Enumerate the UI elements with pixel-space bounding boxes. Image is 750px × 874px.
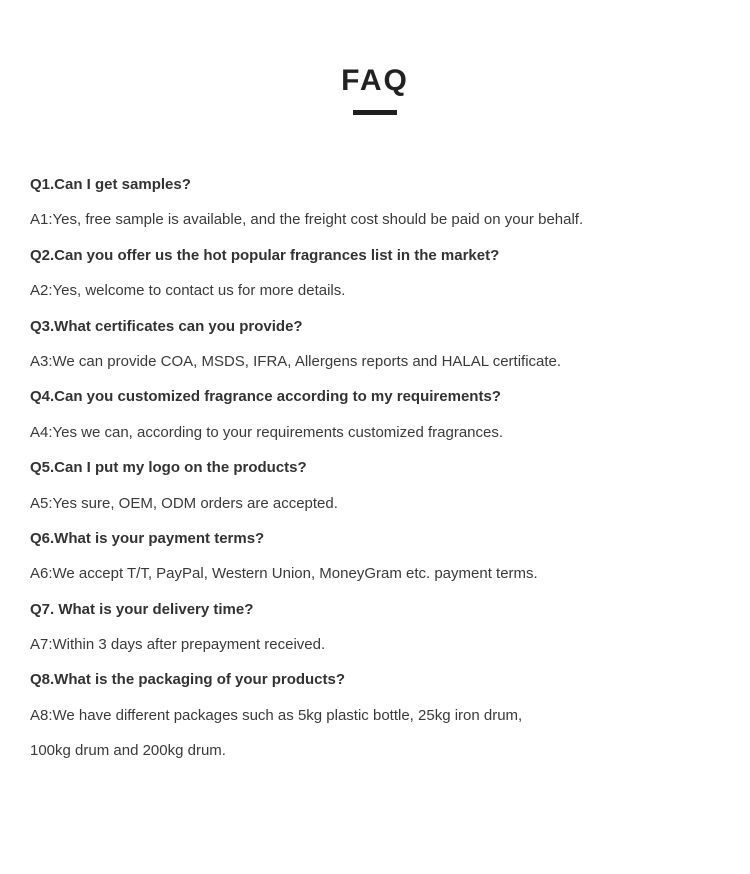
question-8: Q8.What is the packaging of your products? <box>30 671 346 689</box>
answer-3: A3:We can provide COA, MSDS, IFRA, Allergens reports and HALAL certificate. <box>30 352 562 370</box>
answer-6: A6:We accept T/T, PayPal, Western Union, MoneyGram etc. payment terms. <box>30 565 538 583</box>
answer-2: A2:Yes, welcome to contact us for more details. <box>30 282 346 300</box>
faq-section <box>0 64 750 874</box>
answer-1: A1:Yes, free sample is available, and the freight cost should be paid on your behalf. <box>30 211 584 229</box>
answer-4: A4:Yes we can, according to your requirements customized fragrances. <box>30 423 504 441</box>
answer-5: A5:Yes sure, OEM, ODM orders are accepted. <box>30 494 338 512</box>
question-2: Q2.Can you offer us the hot popular fragrances list in the market? <box>30 246 500 264</box>
question-6: Q6.What is your payment terms? <box>30 529 265 547</box>
answer-8-line-1: A8:We have different packages such as 5kg plastic bottle, 25kg iron drum, <box>30 706 523 724</box>
answer-8-line-2: 100kg drum and 200kg drum. <box>30 742 226 760</box>
answer-7: A7:Within 3 days after prepayment received. <box>30 636 326 654</box>
question-4: Q4.Can you customized fragrance according to my requirements? <box>30 388 501 406</box>
question-7: Q7. What is your delivery time? <box>30 600 254 618</box>
question-1: Q1.Can I get samples? <box>30 176 191 193</box>
question-3: Q3.What certificates can you provide? <box>30 317 303 335</box>
faq-list <box>0 167 750 769</box>
page-title: FAQ <box>341 64 409 97</box>
question-5: Q5.Can I put my logo on the products? <box>30 459 307 477</box>
title-underline <box>353 110 397 115</box>
